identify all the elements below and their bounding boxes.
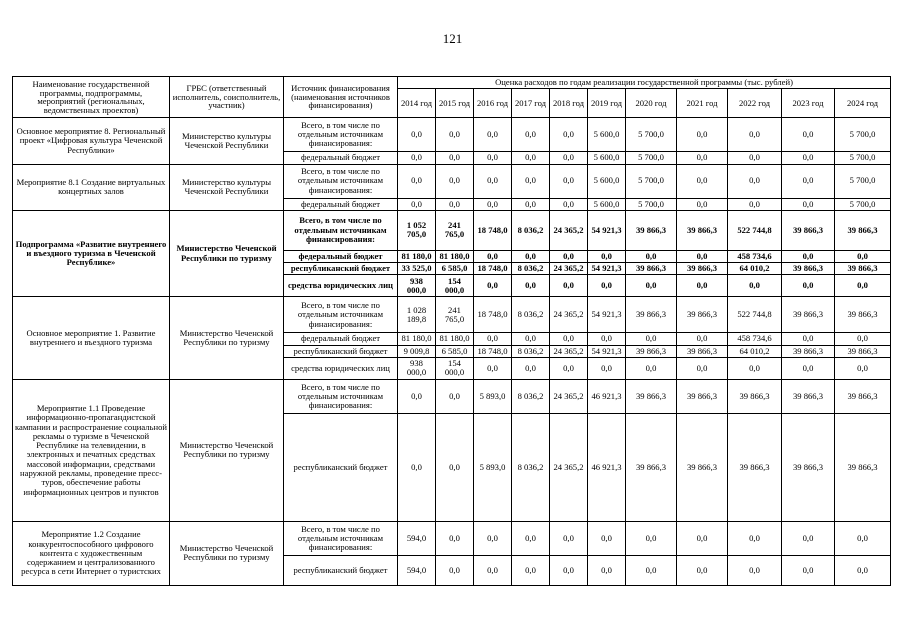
value-cell: 39 866,3: [782, 263, 835, 275]
value-cell: 39 866,3: [782, 379, 835, 413]
value-cell: 594,0: [398, 555, 436, 585]
value-cell: 1 052 705,0: [398, 210, 436, 250]
header-grbs-cell: ГРБС (ответственный исполнитель, соисполнитель, участник): [170, 77, 284, 118]
value-cell: 46 921,3: [588, 379, 626, 413]
value-cell: 81 180,0: [398, 250, 436, 262]
value-cell: 54 921,3: [588, 345, 626, 357]
value-cell: 0,0: [782, 521, 835, 555]
value-cell: 39 866,3: [835, 297, 891, 333]
funding-source-cell: Всего, в том числе по отдельным источникам финансирования:: [284, 210, 398, 250]
value-cell: 0,0: [474, 275, 512, 297]
value-cell: 0,0: [550, 333, 588, 345]
header-source-cell: Источник финансирования (наименования источников финансирования): [284, 77, 398, 118]
value-cell: 0,0: [728, 164, 782, 198]
value-cell: 39 866,3: [782, 345, 835, 357]
funding-source-cell: республиканский бюджет: [284, 555, 398, 585]
funding-source-cell: федеральный бюджет: [284, 198, 398, 210]
value-cell: 5 700,0: [835, 164, 891, 198]
value-cell: 0,0: [398, 413, 436, 521]
value-cell: 39 866,3: [626, 210, 677, 250]
value-cell: 39 866,3: [677, 297, 728, 333]
value-cell: 0,0: [677, 333, 728, 345]
value-cell: 0,0: [626, 250, 677, 262]
value-cell: 5 700,0: [626, 152, 677, 164]
value-cell: 18 748,0: [474, 345, 512, 357]
value-cell: 938 000,0: [398, 275, 436, 297]
value-cell: 6 585,0: [436, 263, 474, 275]
value-cell: 5 700,0: [626, 118, 677, 152]
value-cell: 0,0: [728, 521, 782, 555]
value-cell: 24 365,2: [550, 210, 588, 250]
value-cell: 18 748,0: [474, 210, 512, 250]
value-cell: 0,0: [835, 250, 891, 262]
value-cell: 0,0: [782, 275, 835, 297]
value-cell: 0,0: [626, 275, 677, 297]
header-year-cell: 2022 год: [728, 89, 782, 118]
value-cell: 39 866,3: [782, 297, 835, 333]
value-cell: 5 893,0: [474, 379, 512, 413]
value-cell: 0,0: [550, 555, 588, 585]
page-number: 121: [442, 31, 463, 46]
table-row: [13, 118, 891, 152]
budget-table: [12, 76, 891, 586]
value-cell: 24 365,2: [550, 345, 588, 357]
value-cell: 39 866,3: [626, 413, 677, 521]
value-cell: 0,0: [398, 198, 436, 210]
value-cell: 81 180,0: [436, 333, 474, 345]
value-cell: 39 866,3: [677, 413, 728, 521]
value-cell: 0,0: [436, 152, 474, 164]
value-cell: 0,0: [677, 555, 728, 585]
funding-source-cell: федеральный бюджет: [284, 250, 398, 262]
value-cell: 0,0: [835, 333, 891, 345]
value-cell: 0,0: [550, 357, 588, 379]
header-year-cell: 2017 год: [512, 89, 550, 118]
header-year-cell: 2020 год: [626, 89, 677, 118]
value-cell: 0,0: [474, 118, 512, 152]
value-cell: 0,0: [626, 521, 677, 555]
value-cell: 0,0: [398, 118, 436, 152]
value-cell: 39 866,3: [626, 379, 677, 413]
header-year-cell: 2021 год: [677, 89, 728, 118]
value-cell: 5 700,0: [835, 118, 891, 152]
table-row: [13, 164, 891, 198]
value-cell: 18 748,0: [474, 297, 512, 333]
value-cell: 0,0: [474, 333, 512, 345]
table-body: [13, 118, 891, 586]
value-cell: 0,0: [835, 275, 891, 297]
value-cell: 39 866,3: [677, 263, 728, 275]
value-cell: 0,0: [398, 152, 436, 164]
value-cell: 6 585,0: [436, 345, 474, 357]
value-cell: 64 010,2: [728, 263, 782, 275]
value-cell: 81 180,0: [398, 333, 436, 345]
value-cell: 0,0: [626, 357, 677, 379]
header-year-cell: 2015 год: [436, 89, 474, 118]
value-cell: 0,0: [512, 555, 550, 585]
value-cell: 0,0: [782, 250, 835, 262]
value-cell: 0,0: [588, 555, 626, 585]
value-cell: 522 744,8: [728, 297, 782, 333]
value-cell: 39 866,3: [835, 413, 891, 521]
program-name-cell: Мероприятие 1.1 Проведение информационно-пропагандистской кампании и распространение социальной рекламы о туризме в Чеченской Республике на телевидении, в электронных и печатных средствах массовой информации, средствами наружной рекламы, проведение пресс-туров, обеспечение работы информационных центров и пунктов: [13, 379, 170, 521]
funding-source-cell: Всего, в том числе по отдельным источникам финансирования:: [284, 379, 398, 413]
value-cell: 0,0: [550, 198, 588, 210]
value-cell: 0,0: [588, 521, 626, 555]
value-cell: 5 600,0: [588, 118, 626, 152]
value-cell: 594,0: [398, 521, 436, 555]
value-cell: 8 036,2: [512, 210, 550, 250]
program-name-cell: Мероприятие 1.2 Создание конкурентоспособного цифрового контента с художественным содержанием и централизованного ресурса в сети Интернет о туристских: [13, 521, 170, 585]
value-cell: 0,0: [677, 118, 728, 152]
value-cell: 54 921,3: [588, 297, 626, 333]
value-cell: 938 000,0: [398, 357, 436, 379]
value-cell: 8 036,2: [512, 379, 550, 413]
funding-source-cell: федеральный бюджет: [284, 152, 398, 164]
grbs-cell: Министерство Чеченской Республики по туризму: [170, 210, 284, 297]
value-cell: 0,0: [512, 250, 550, 262]
value-cell: 39 866,3: [835, 345, 891, 357]
value-cell: 5 700,0: [835, 198, 891, 210]
value-cell: 54 921,3: [588, 263, 626, 275]
grbs-cell: Министерство культуры Чеченской Республики: [170, 118, 284, 164]
header-year-cell: 2024 год: [835, 89, 891, 118]
value-cell: 39 866,3: [835, 379, 891, 413]
value-cell: 24 365,2: [550, 413, 588, 521]
value-cell: 0,0: [782, 152, 835, 164]
value-cell: 0,0: [398, 379, 436, 413]
value-cell: 8 036,2: [512, 345, 550, 357]
program-name-cell: Подпрограмма «Развитие внутреннего и въездного туризма в Чеченской Республике»: [13, 210, 170, 297]
funding-source-cell: Всего, в том числе по отдельным источникам финансирования:: [284, 164, 398, 198]
value-cell: 0,0: [588, 250, 626, 262]
funding-source-cell: Всего, в том числе по отдельным источникам финансирования:: [284, 297, 398, 333]
value-cell: 0,0: [728, 198, 782, 210]
value-cell: 0,0: [474, 198, 512, 210]
value-cell: 24 365,2: [550, 263, 588, 275]
value-cell: 39 866,3: [677, 210, 728, 250]
value-cell: 0,0: [588, 275, 626, 297]
value-cell: 1 028 189,8: [398, 297, 436, 333]
value-cell: 81 180,0: [436, 250, 474, 262]
funding-source-cell: республиканский бюджет: [284, 263, 398, 275]
value-cell: 458 734,6: [728, 250, 782, 262]
value-cell: 39 866,3: [626, 263, 677, 275]
value-cell: 0,0: [677, 250, 728, 262]
funding-source-cell: Всего, в том числе по отдельным источникам финансирования:: [284, 521, 398, 555]
value-cell: 0,0: [550, 152, 588, 164]
value-cell: 0,0: [677, 164, 728, 198]
value-cell: 0,0: [677, 152, 728, 164]
value-cell: 0,0: [512, 357, 550, 379]
value-cell: 18 748,0: [474, 263, 512, 275]
value-cell: 241 765,0: [436, 210, 474, 250]
header-year-cell: 2018 год: [550, 89, 588, 118]
value-cell: 0,0: [436, 521, 474, 555]
funding-source-cell: Всего, в том числе по отдельным источникам финансирования:: [284, 118, 398, 152]
value-cell: 64 010,2: [728, 345, 782, 357]
value-cell: 5 700,0: [626, 198, 677, 210]
value-cell: 0,0: [474, 152, 512, 164]
value-cell: 39 866,3: [782, 210, 835, 250]
header-year-cell: 2023 год: [782, 89, 835, 118]
value-cell: 39 866,3: [626, 345, 677, 357]
value-cell: 0,0: [512, 275, 550, 297]
value-cell: 0,0: [835, 357, 891, 379]
value-cell: 0,0: [512, 164, 550, 198]
value-cell: 39 866,3: [626, 297, 677, 333]
value-cell: 54 921,3: [588, 210, 626, 250]
program-name-cell: Мероприятие 8.1 Создание виртуальных концертных залов: [13, 164, 170, 210]
value-cell: 0,0: [512, 118, 550, 152]
header-year-cell: 2014 год: [398, 89, 436, 118]
value-cell: 24 365,2: [550, 297, 588, 333]
value-cell: 8 036,2: [512, 413, 550, 521]
value-cell: 39 866,3: [677, 379, 728, 413]
table-header: [13, 77, 891, 118]
value-cell: 0,0: [550, 521, 588, 555]
value-cell: 5 600,0: [588, 152, 626, 164]
value-cell: 0,0: [677, 198, 728, 210]
value-cell: 0,0: [782, 333, 835, 345]
value-cell: 0,0: [474, 250, 512, 262]
value-cell: 0,0: [728, 555, 782, 585]
grbs-cell: Министерство Чеченской Республики по туризму: [170, 521, 284, 585]
value-cell: 5 700,0: [835, 152, 891, 164]
value-cell: 0,0: [677, 521, 728, 555]
value-cell: 39 866,3: [677, 345, 728, 357]
value-cell: 46 921,3: [588, 413, 626, 521]
value-cell: 0,0: [728, 357, 782, 379]
header-estimate-cell: Оценка расходов по годам реализации государственной программы (тыс. рублей): [398, 77, 891, 89]
value-cell: 0,0: [474, 555, 512, 585]
header-year-cell: 2016 год: [474, 89, 512, 118]
value-cell: 5 600,0: [588, 198, 626, 210]
value-cell: 0,0: [550, 118, 588, 152]
value-cell: 0,0: [626, 555, 677, 585]
value-cell: 0,0: [512, 521, 550, 555]
value-cell: 0,0: [588, 333, 626, 345]
value-cell: 154 000,0: [436, 275, 474, 297]
value-cell: 522 744,8: [728, 210, 782, 250]
value-cell: 39 866,3: [835, 263, 891, 275]
value-cell: 0,0: [512, 152, 550, 164]
value-cell: 39 866,3: [782, 413, 835, 521]
value-cell: 0,0: [782, 555, 835, 585]
value-cell: 0,0: [782, 357, 835, 379]
value-cell: 0,0: [436, 118, 474, 152]
value-cell: 0,0: [782, 198, 835, 210]
table-row: [13, 379, 891, 413]
grbs-cell: Министерство Чеченской Республики по туризму: [170, 379, 284, 521]
value-cell: 24 365,2: [550, 379, 588, 413]
value-cell: 33 525,0: [398, 263, 436, 275]
value-cell: 5 600,0: [588, 164, 626, 198]
value-cell: 0,0: [474, 357, 512, 379]
value-cell: 0,0: [398, 164, 436, 198]
value-cell: 0,0: [728, 118, 782, 152]
program-name-cell: Основное мероприятие 8. Региональный проект «Цифровая культура Чеченской Республики»: [13, 118, 170, 164]
grbs-cell: Министерство культуры Чеченской Республики: [170, 164, 284, 210]
value-cell: 39 866,3: [835, 210, 891, 250]
funding-source-cell: федеральный бюджет: [284, 333, 398, 345]
funding-source-cell: республиканский бюджет: [284, 345, 398, 357]
value-cell: 9 009,8: [398, 345, 436, 357]
value-cell: 0,0: [782, 118, 835, 152]
funding-source-cell: республиканский бюджет: [284, 413, 398, 521]
value-cell: 0,0: [512, 333, 550, 345]
table-row: [13, 210, 891, 250]
value-cell: 39 866,3: [728, 413, 782, 521]
value-cell: 0,0: [474, 521, 512, 555]
value-cell: 0,0: [626, 333, 677, 345]
value-cell: 0,0: [550, 164, 588, 198]
table-row: [13, 521, 891, 555]
value-cell: 8 036,2: [512, 297, 550, 333]
value-cell: 0,0: [550, 275, 588, 297]
value-cell: 0,0: [512, 198, 550, 210]
value-cell: 5 893,0: [474, 413, 512, 521]
value-cell: 0,0: [436, 198, 474, 210]
value-cell: 0,0: [728, 275, 782, 297]
value-cell: 0,0: [677, 357, 728, 379]
table-row: [13, 297, 891, 333]
value-cell: 0,0: [835, 555, 891, 585]
value-cell: 0,0: [677, 275, 728, 297]
value-cell: 0,0: [550, 250, 588, 262]
value-cell: 154 000,0: [436, 357, 474, 379]
program-name-cell: Основное мероприятие 1. Развитие внутреннего и въездного туризма: [13, 297, 170, 380]
value-cell: 5 700,0: [626, 164, 677, 198]
grbs-cell: Министерство Чеченской Республики по туризму: [170, 297, 284, 380]
value-cell: 458 734,6: [728, 333, 782, 345]
value-cell: 0,0: [436, 413, 474, 521]
value-cell: 0,0: [436, 164, 474, 198]
value-cell: 0,0: [436, 555, 474, 585]
header-year-cell: 2019 год: [588, 89, 626, 118]
value-cell: 0,0: [782, 164, 835, 198]
value-cell: 0,0: [588, 357, 626, 379]
value-cell: 0,0: [436, 379, 474, 413]
funding-source-cell: средства юридических лиц: [284, 275, 398, 297]
value-cell: 241 765,0: [436, 297, 474, 333]
value-cell: 0,0: [835, 521, 891, 555]
value-cell: 0,0: [474, 164, 512, 198]
funding-source-cell: средства юридических лиц: [284, 357, 398, 379]
value-cell: 8 036,2: [512, 263, 550, 275]
value-cell: 0,0: [728, 152, 782, 164]
value-cell: 39 866,3: [728, 379, 782, 413]
header-name-cell: Наименование государственной программы, подпрограммы, мероприятий (региональных, ведомственных проектов): [13, 77, 170, 118]
